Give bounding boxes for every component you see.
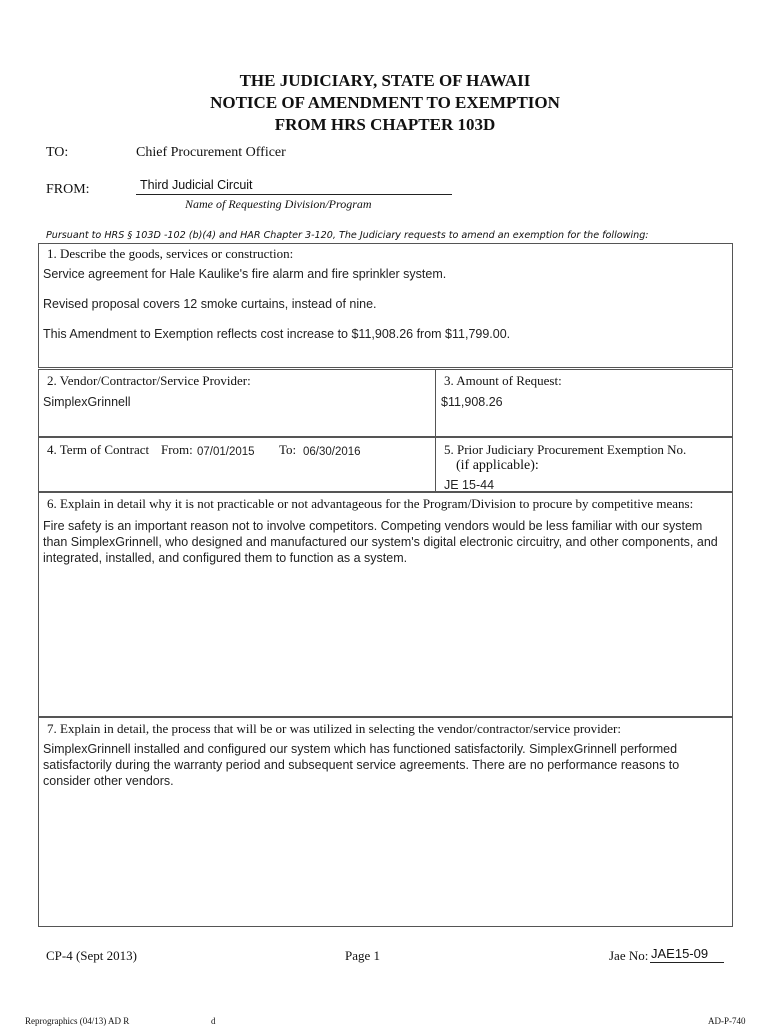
section-4-label: 4. Term of Contract <box>47 442 150 457</box>
section-5-box[interactable] <box>435 437 733 492</box>
header-line-3: FROM HRS CHAPTER 103D <box>274 115 496 134</box>
section-7-text: SimplexGrinnell installed and configured our system which has functioned satisfactorily. SimplexGrinnell performed satisfactorily during the warranty period and subsequent service agreements. There are no performance reasons to consider other vendors. <box>43 742 680 788</box>
footer-mark: d <box>211 1016 216 1026</box>
reprographics-text: Reprographics (04/13) AD R <box>25 1016 130 1026</box>
section-1-line-3: This Amendment to Exemption reflects cost increase to $11,908.26 from $11,799.00. <box>43 327 511 341</box>
from-caption: Name of Requesting Division/Program <box>185 197 372 211</box>
section-3-label: 3. Amount of Request: <box>444 373 562 388</box>
amount-value: $11,908.26 <box>441 395 503 409</box>
header-line-2: NOTICE OF AMENDMENT TO EXEMPTION <box>210 93 560 112</box>
from-value: Third Judicial Circuit <box>140 178 253 192</box>
section-2-box[interactable] <box>38 369 436 437</box>
form-number: CP-4 (Sept 2013) <box>46 948 137 963</box>
to-label: TO: <box>46 145 69 160</box>
jae-field[interactable] <box>650 946 724 963</box>
section-1-line-2: Revised proposal covers 12 smoke curtains, instead of nine. <box>43 297 377 311</box>
section-5-sublabel: (if applicable): <box>456 458 539 473</box>
section-6-text: Fire safety is an important reason not to involve competitors. Competing vendors would be less familiar with our system than SimplexGrinnell, who designed and manufactured our system's digital electronic circuitry, and other components, and integrated, installed, and configured them to function as a system. <box>43 519 718 565</box>
term-from-label: From: <box>161 442 193 457</box>
from-field[interactable] <box>136 178 452 195</box>
section-4-box[interactable] <box>38 437 436 492</box>
section-5-label: 5. Prior Judiciary Procurement Exemption No. <box>444 442 687 457</box>
jae-value: JAE15-09 <box>651 946 709 961</box>
from-label: FROM: <box>46 182 90 197</box>
page-number: Page 1 <box>345 948 381 963</box>
term-from-value[interactable]: 07/01/2015 <box>197 446 255 458</box>
prior-exemption-value: JE 15-44 <box>444 478 495 492</box>
section-2-label: 2. Vendor/Contractor/Service Provider: <box>47 373 251 388</box>
section-1-box[interactable] <box>38 243 733 368</box>
to-value: Chief Procurement Officer <box>136 145 286 160</box>
section-3-box[interactable] <box>435 369 733 437</box>
header-line-1: THE JUDICIARY, STATE OF HAWAII <box>239 71 531 90</box>
section-7-label: 7. Explain in detail, the process that will be or was utilized in selecting the vendor/contractor/service provider: <box>47 721 621 736</box>
term-to-label: To: <box>279 442 297 457</box>
section-1-label: 1. Describe the goods, services or construction: <box>47 246 294 261</box>
term-to-value[interactable]: 06/30/2016 <box>303 446 361 458</box>
footer-code: AD-P-740 <box>708 1016 746 1026</box>
pursuant-text: Pursuant to HRS § 103D -102 (b)(4) and HAR Chapter 3-120, The Judiciary requests to amend an exemption for the following: <box>46 230 649 241</box>
jae-label: Jae No: <box>609 948 649 963</box>
section-6-box[interactable] <box>38 492 733 717</box>
section-1-line-1: Service agreement for Hale Kaulike's fire alarm and fire sprinkler system. <box>43 267 447 281</box>
vendor-value: SimplexGrinnell <box>43 395 131 409</box>
section-6-label: 6. Explain in detail why it is not practicable or not advantageous for the Program/Division to procure by competitive means: <box>47 496 694 511</box>
section-7-box[interactable] <box>38 717 733 927</box>
